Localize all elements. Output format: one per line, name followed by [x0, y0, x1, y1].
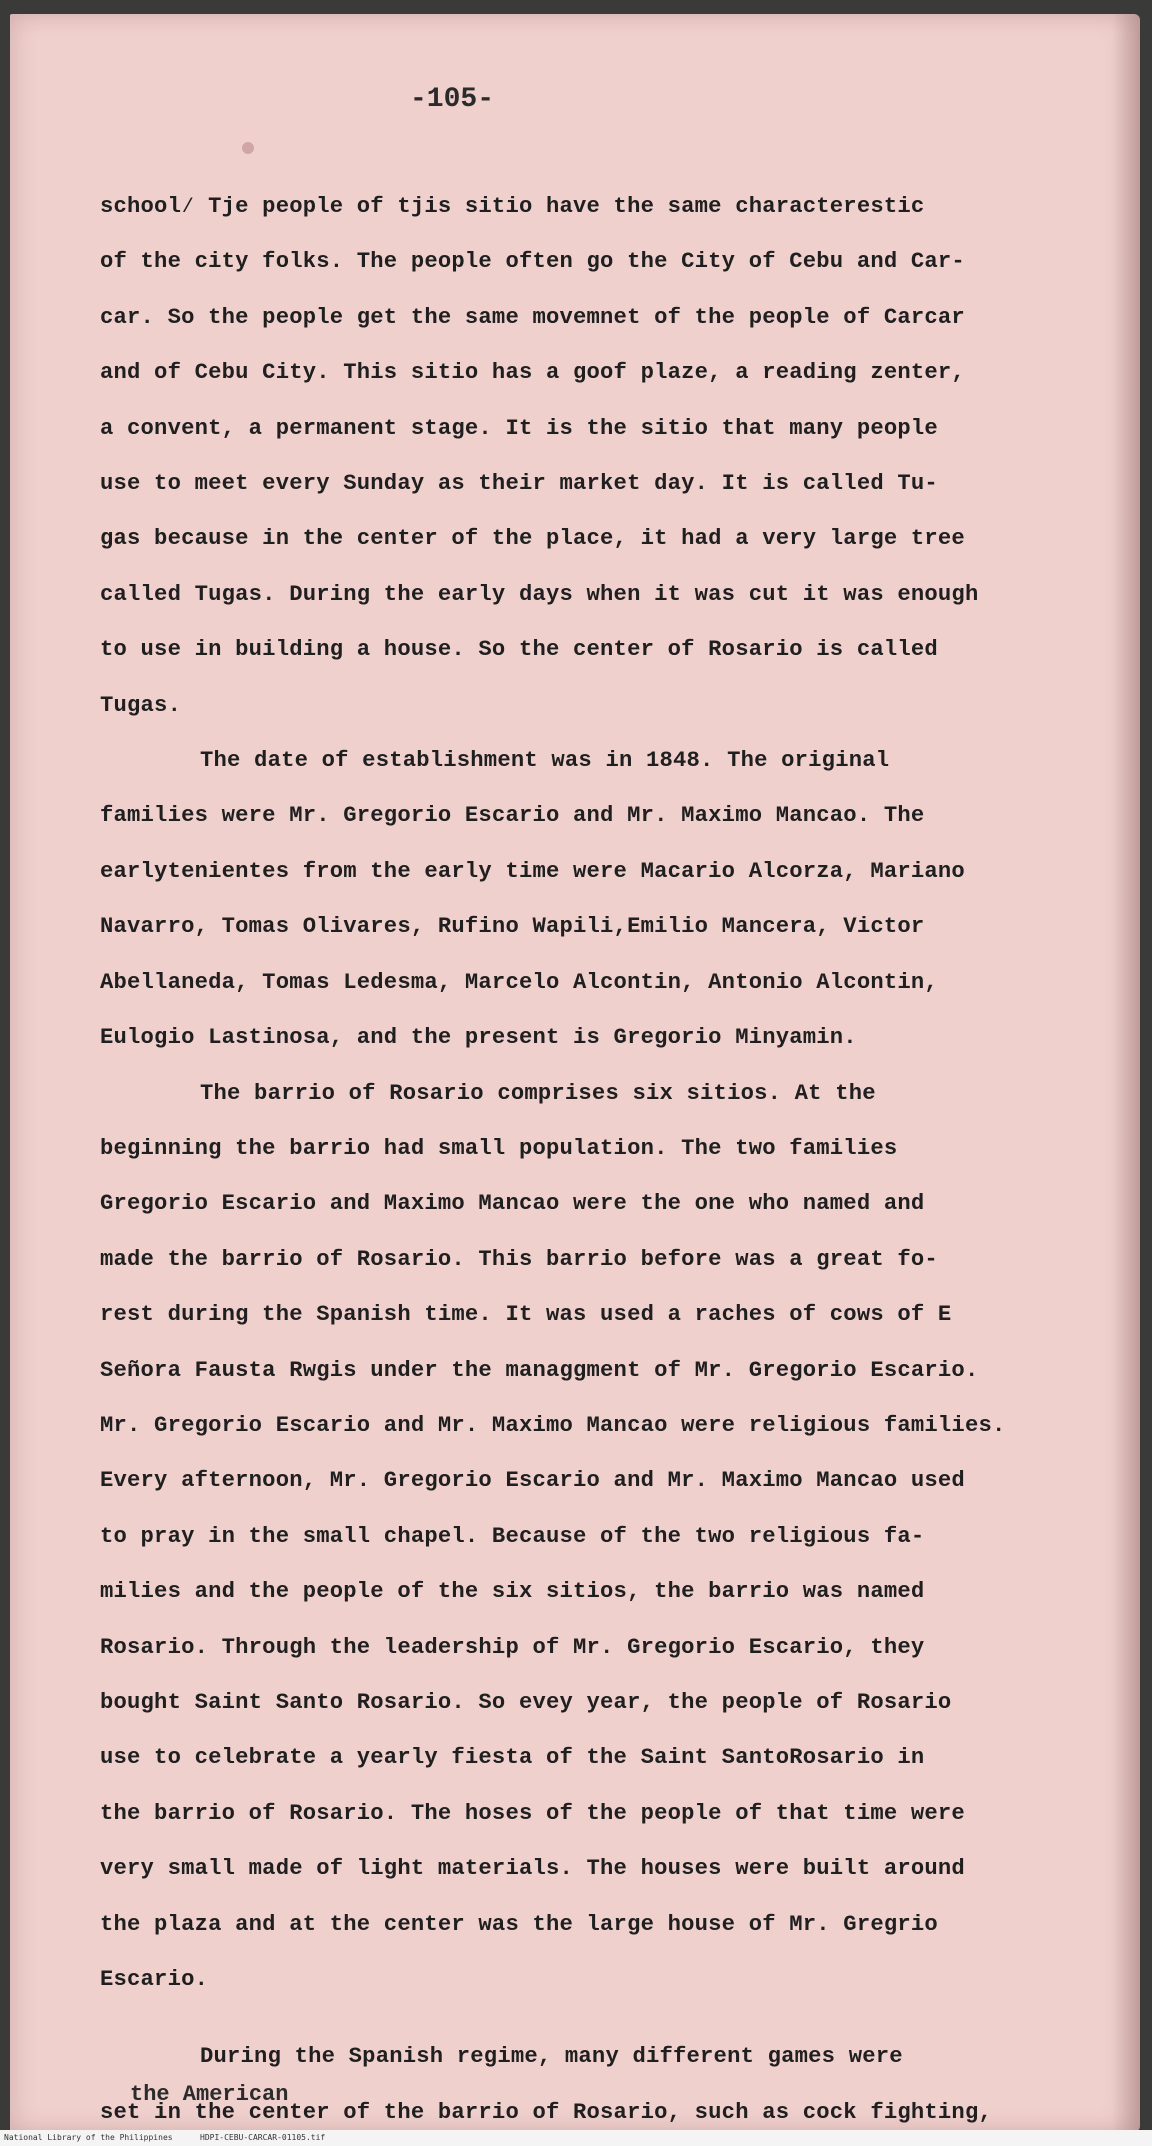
ink-smudge [242, 142, 254, 154]
body-text [100, 179, 1006, 2132]
text-line: Navarro, Tomas Olivares, Rufino Wapili,Emilio Mancera, Victor [100, 914, 925, 940]
text-line: school⁄ Tje people of tjis sitio have the same characterestic [100, 194, 925, 219]
text-line: bought Saint Santo Rosario. So evey year, the people of Rosario [100, 1689, 952, 1715]
text-line: families were Mr. Gregorio Escario and Mr. Maximo Mancao. The [100, 803, 925, 829]
library-credit: National Library of the Philippines [4, 2133, 173, 2142]
text-line: gas because in the center of the place, it had a very large tree [100, 526, 965, 552]
text-line: car. So the people get the same movemnet of the people of Carcar [100, 304, 965, 330]
text-line: Señora Fausta Rwgis under the managgment of Mr. Gregorio Escario. [100, 1357, 979, 1383]
scan-footer [0, 2130, 1152, 2146]
text-line: to use in building a house. So the center of Rosario is called [100, 637, 938, 663]
scan-filename: HDPI-CEBU-CARCAR-01105.tif [200, 2133, 326, 2142]
text-line: a convent, a permanent stage. It is the sitio that many people [100, 415, 938, 441]
text-line: set in the center of the barrio of Rosario, such as cock fighting, [100, 2099, 992, 2125]
text-line: beginning the barrio had small population. The two families [100, 1135, 898, 1161]
text-line: Tugas. [100, 692, 182, 718]
text-line: the plaza and at the center was the large house of Mr. Gregrio [100, 1911, 938, 1937]
text-line: Gregorio Escario and Maximo Mancao were the one who named and [100, 1191, 925, 1217]
page-number: -105- [410, 84, 495, 115]
text-line: Rosario. Through the leadership of Mr. Gregorio Escario, they [100, 1634, 925, 1660]
text-line: made the barrio of Rosario. This barrio before was a great fo- [100, 1246, 938, 1272]
document-page [10, 14, 1140, 2132]
text-line: Escario. [100, 1967, 209, 1992]
text-line: very small made of light materials. The houses were built around [100, 1856, 965, 1882]
text-line: and of Cebu City. This sitio has a goof plaze, a reading zenter, [100, 360, 965, 386]
text-line: Every afternoon, Mr. Gregorio Escario and Mr. Maximo Mancao used [100, 1468, 965, 1494]
paragraph-start-line: The barrio of Rosario comprises six sitios. At the [200, 1080, 876, 1106]
text-line: called Tugas. During the early days when it was cut it was enough [100, 581, 979, 607]
paragraph-start-line: The date of establishment was in 1848. The original [200, 748, 890, 774]
text-line: use to celebrate a yearly fiesta of the Saint SantoRosario in [100, 1745, 925, 1771]
text-line: earlytenientes from the early time were Macario Alcorza, Mariano [100, 858, 965, 884]
paragraph-gap [100, 2007, 1000, 2029]
text-line: use to meet every Sunday as their market day. It is called Tu- [100, 471, 938, 497]
text-line: rest during the Spanish time. It was used a raches of cows of E [100, 1302, 952, 1328]
paragraph-start-line: During the Spanish regime, many different games were [200, 2044, 903, 2070]
text-line: Eulogio Lastinosa, and the present is Gregorio Minyamin. [100, 1025, 857, 1051]
text-line: Mr. Gregorio Escario and Mr. Maximo Mancao were religious families. [100, 1412, 1006, 1438]
text-line: milies and the people of the six sitios, the barrio was named [100, 1579, 925, 1605]
text-line: Abellaneda, Tomas Ledesma, Marcelo Alcontin, Antonio Alcontin, [100, 969, 938, 995]
continuation-fragment: the American [130, 2082, 289, 2107]
text-line: to pray in the small chapel. Because of the two religious fa- [100, 1523, 925, 1549]
text-line: the barrio of Rosario. The hoses of the people of that time were [100, 1800, 965, 1826]
text-line: of the city folks. The people often go the City of Cebu and Car- [100, 249, 965, 275]
